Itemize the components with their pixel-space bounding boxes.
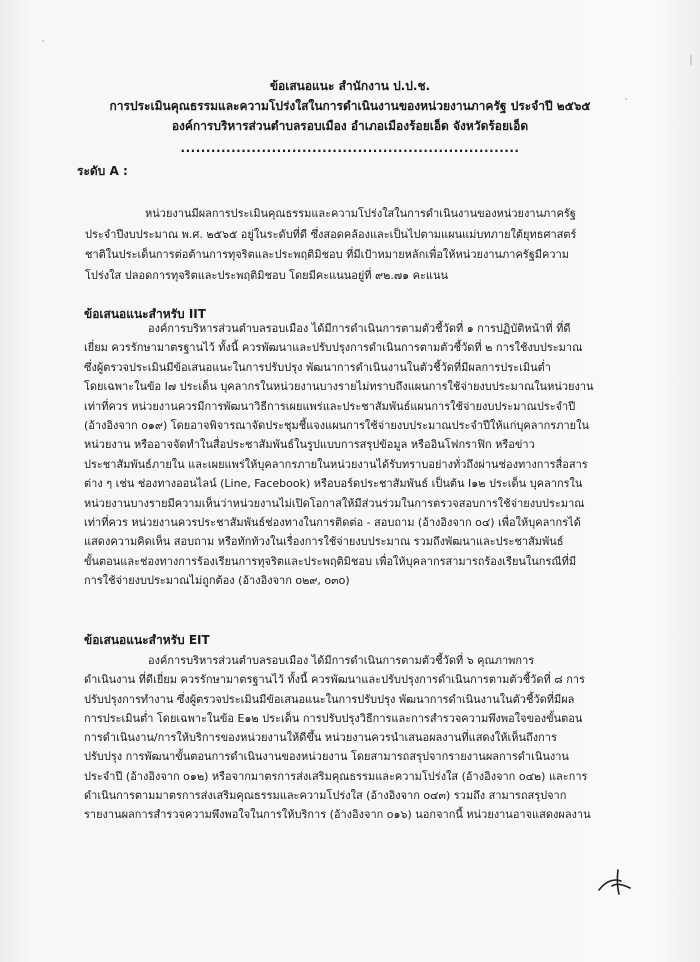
paragraph-line: (อ้างอิงจาก o๑๙) โดยอาจพิจารณาจัดประชุมชี้แจงแผนการใช้จ่ายงบประมาณประจำปีให้แก่บุคลากรภายใน	[84, 418, 589, 432]
header-title: การประเมินคุณธรรมและความโปร่งใสในการดำเนินงานของหน่วยงานภาครัฐ ประจำปี ๒๕๖๕	[109, 99, 591, 113]
signature-mark	[597, 868, 633, 896]
paragraph-line: ซึ่งผู้ตรวจประเมินมีข้อเสนอแนะในการปรับปรุง พัฒนาการดำเนินงานในตัวชี้วัดที่มีผลการประเมินต่ำ	[84, 360, 551, 374]
paragraph-line: ดำเนินงาน ที่ดีเยี่ยม ควรรักษามาตรฐานไว้ ทั้งนี้ ควรพัฒนาและปรับปรุงการดำเนินการตามตัวชี้วัดที่ ๘ การ	[84, 673, 585, 687]
scan-speck	[42, 40, 44, 42]
paragraph-line: ชาติในประเด็นการต่อต้านการทุจริตและประพฤติมิชอบ ที่มีเป้าหมายหลักเพื่อให้หน่วยงานภาครัฐมีความ	[85, 248, 569, 261]
header-agency: ข้อเสนอแนะ สำนักงาน ป.ป.ช.	[269, 79, 431, 93]
paragraph-line: รายงานผลการสำรวจความพึงพอใจในการให้บริการ (อ้างอิงจาก o๑๖) นอกจากนี้ หน่วยงานอาจแสดงผลงาน	[84, 808, 591, 822]
paragraph-line: ปรับปรุง การพัฒนาขั้นตอนการดำเนินงานของหน่วยงาน โดยสามารถสรุปจากรายงานผลการดำเนินงาน	[84, 750, 569, 764]
header-organization: องค์การบริหารส่วนตำบลรอบเมือง อำเภอเมืองร้อยเอ็ด จังหวัดร้อยเอ็ด	[171, 119, 529, 133]
paragraph-line: ประชาสัมพันธ์ภายใน และเผยแพร่ให้บุคลากรภายในหน่วยงานได้รับทราบอย่างทั่วถึงผ่านช่องทางการสื่อสาร	[84, 457, 588, 471]
paragraph-line: เท่าที่ควร หน่วยงานควรประชาสัมพันธ์ช่องทางในการติดต่อ - สอบถาม (อ้างอิงจาก o๔) เพื่อให้บุคลากรได้	[84, 515, 581, 529]
paragraph-line: เยี่ยม ควรรักษามาตรฐานไว้ ทั้งนี้ ควรพัฒนาและปรับปรุงการดำเนินการตามตัวชี้วัดที่ ๒ การใช้งบประมาณ	[84, 341, 583, 355]
paragraph-line: หน่วยงานมีผลการประเมินคุณธรรมและความโปร่งใสในการดำเนินงานของหน่วยงานภาครัฐ	[145, 207, 576, 220]
paragraph-line: โปร่งใส ปลอดการทุจริตและประพฤติมิชอบ โดยมีคะแนนอยู่ที่ ๙๒.๗๑ คะแนน	[85, 268, 449, 282]
intro-paragraph	[85, 204, 625, 286]
paragraph-line: แสดงความคิดเห็น สอบถาม หรือทักท้วงในเรื่องการใช้จ่ายงบประมาณ รวมถึงพัฒนาและประชาสัมพันธ์	[84, 535, 564, 549]
paragraph-line: หน่วยงานบางรายมีความเห็นว่าหน่วยงานไม่เปิดโอกาสให้มีส่วนร่วมในการตรวจสอบการใช้จ่ายงบประมาณ	[84, 496, 585, 510]
paragraph-line: ประจำปีงบประมาณ พ.ศ. ๒๕๖๕ อยู่ในระดับที่ดี ซึ่งสอดคล้องและเป็นไปตามแผนแม่บทภายใต้ยุทธศาสตร์	[85, 227, 577, 241]
paragraph-line: การประเมินต่ำ โดยเฉพาะในข้อ E๑๒ ประเด็น การปรับปรุงวิธีการและการสำรวจความพึงพอใจของขั้นตอน	[84, 711, 583, 725]
paragraph-line: ต่าง ๆ เช่น ช่องทางออนไลน์ (Line, Facebook) หรือบอร์ดประชาสัมพันธ์ เป็นต้น I๑๒ ประเด็น บุคลากรใน	[84, 477, 583, 491]
paragraph-line: การใช้จ่ายงบประมาณไม่ถูกต้อง (อ้างอิงจาก o๒๙, o๓o)	[84, 574, 350, 588]
scan-speck	[690, 55, 692, 65]
paragraph-line: ปรับปรุงการทำงาน ซึ่งผู้ตรวจประเมินมีข้อเสนอแนะในการปรับปรุง พัฒนาการดำเนินงานในตัวชี้วัดที่มีผล	[84, 692, 575, 706]
paragraph-line: การดำเนินงาน/การให้บริการของหน่วยงานให้ดีขึ้น หน่วยงานควรนำเสนอผลงานที่แสดงให้เห็นถึงการ	[84, 731, 557, 745]
header-dotted-rule: ...................................................................	[180, 141, 520, 155]
paragraph-line: องค์การบริหารส่วนตำบลรอบเมือง ได้มีการดำเนินการตามตัวชี้วัดที่ ๖ คุณภาพการ	[148, 654, 535, 667]
paragraph-line: องค์การบริหารส่วนตำบลรอบเมือง ได้มีการดำเนินการตามตัวชี้วัดที่ ๑ การปฏิบัติหน้าที่ ที่ดี	[148, 322, 571, 335]
paragraph-line: เท่าที่ควร หน่วยงานควรมีการพัฒนาวิธีการเผยแพร่และประชาสัมพันธ์แผนการใช้จ่ายงบประมาณประจำปี	[84, 399, 576, 413]
paragraph-line: หน่วยงาน หรืออาจจัดทำในสื่อประชาสัมพันธ์ในรูปแบบการสรุปข้อมูล หรืออินโฟกราฟิก หรือข่าว	[84, 438, 535, 452]
iit-paragraph	[84, 319, 632, 590]
paragraph-line: ขั้นตอนและช่องทางการร้องเรียนการทุจริตและประพฤติมิชอบ เพื่อให้บุคลากรสามารถร้องเรียนในกรณีที่มี	[84, 554, 577, 568]
iit-heading: ข้อเสนอแนะสำหรับ IIT	[84, 307, 206, 321]
paragraph-line: ดำเนินการตามมาตรการส่งเสริมคุณธรรมและความโปร่งใส (อ้างอิงจาก o๔๓) รวมถึง สามารถสรุปจาก	[84, 789, 567, 803]
document-header	[0, 76, 700, 136]
eit-paragraph	[84, 651, 632, 825]
paragraph-line: ประจำปี (อ้างอิงจาก o๑๒) หรือจากมาตรการส่งเสริมคุณธรรมและความโปร่งใส (อ้างอิงจาก o๔๒) และการ	[84, 769, 588, 783]
eit-heading: ข้อเสนอแนะสำหรับ EIT	[84, 633, 210, 647]
paragraph-line: โดยเฉพาะในข้อ I๗ ประเด็น บุคลากรในหน่วยงานบางรายไม่ทราบถึงแผนการใช้จ่ายงบประมาณในหน่วยงาน	[84, 380, 594, 394]
level-label: ระดับ A :	[77, 164, 128, 178]
